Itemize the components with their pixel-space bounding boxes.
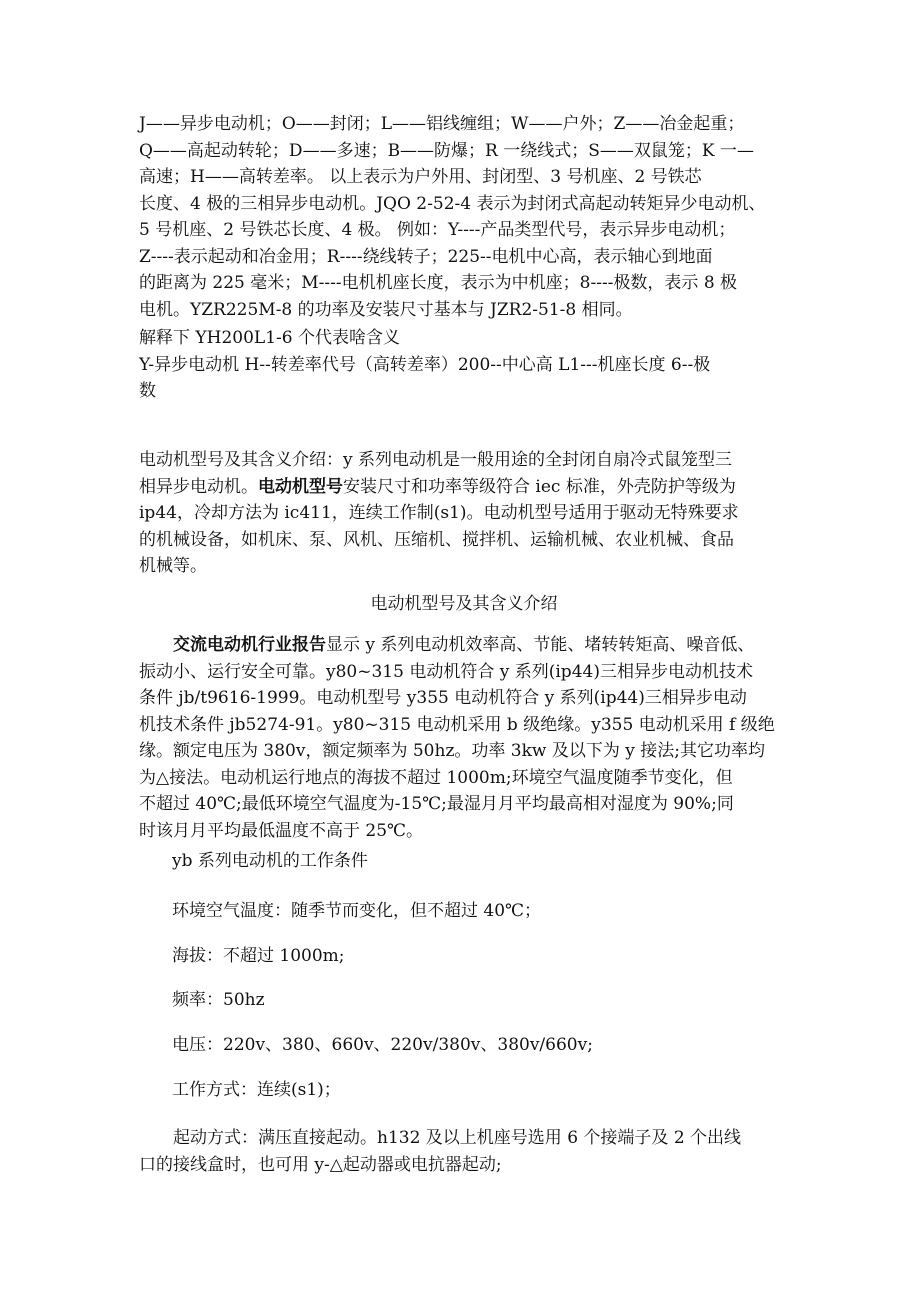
text-line — [139, 632, 789, 659]
text-line: ip44，冷却方法为 ic411，连续工作制(s1)。电动机型号适用于驱动无特殊要求 — [139, 503, 739, 523]
text-line: 电机。YZR225M-8 的功率及安装尺寸基本与 JZR2-51-8 相同。 — [139, 299, 633, 320]
text-line — [139, 474, 789, 501]
text-line: 时该月月平均最低温度不高于 25℃。 — [139, 820, 424, 841]
text-line: 不超过 40℃;最低环境空气温度为-15℃;最湿月月平均最高相对湿度为 90%;同 — [139, 794, 734, 814]
condition-frequency: 频率：50hz — [172, 990, 265, 1010]
text-line: Y-异步电动机 H--转差率代号（高转差率）200--中心高 L1---机座长度 6--极 — [139, 354, 711, 375]
text-line: 的机械设备，如机床、泵、风机、压缩机、搅拌机、运输机械、农业机械、食品 — [139, 529, 734, 550]
explain-section — [139, 325, 789, 405]
text-line: Q——高起动转轮；D——多速；B——防爆；R 一绕线式；S——双鼠笼；K 一— — [139, 140, 755, 161]
text-line: 为△接法。电动机运行地点的海拔不超过 1000m;环境空气温度随季节变化，但 — [139, 767, 733, 788]
conditions-title: yb 系列电动机的工作条件 — [172, 851, 368, 871]
text-line: 振动小、运行安全可靠。y80~315 电动机符合 y 系列(ip44)三相异步电动机技术 — [139, 661, 753, 682]
condition-start-mode — [139, 1125, 789, 1178]
text-line: 缘。额定电压为 380v，额定频率为 50hz。功率 3kw 及以下为 y 接法;其它功率均 — [139, 741, 766, 761]
text-line: 的距离为 225 毫米；M----电机机座长度，表示为中机座；8----极数，表示 8 极 — [139, 273, 738, 293]
section-heading: 电动机型号及其含义介绍 — [370, 594, 558, 614]
text-line: 口的接线盒时，也可用 y-△起动器或电抗器起动; — [139, 1154, 502, 1175]
text-line: 条件 jb/t9616-1999。电动机型号 y355 电动机符合 y 系列(ip44)三相异步电动 — [139, 688, 747, 708]
bold-term: 电动机型号 — [258, 476, 343, 497]
text-line: 数 — [139, 381, 156, 401]
text-line: 机技术条件 jb5274-91。y80~315 电动机采用 b 级绝缘。y355 电动机采用 f 级绝 — [139, 714, 775, 735]
overview-paragraph — [139, 447, 789, 580]
condition-work-mode: 工作方式：连续(s1)； — [172, 1080, 341, 1100]
condition-altitude: 海拔：不超过 1000m; — [172, 946, 345, 966]
text-line: J——异步电动机；O——封闭；L——铝线缠组；W——户外；Z——冶金起重； — [139, 114, 745, 134]
text-run: 相异步电动机。 — [139, 476, 258, 497]
text-line: 起动方式：满压直接起动。h132 及以上机座号选用 6 个接端子及 2 个出线 — [173, 1128, 742, 1148]
text-line: 机械等。 — [139, 556, 207, 576]
intro-paragraph — [139, 111, 789, 323]
text-line: 电动机型号及其含义介绍：y 系列电动机是一般用途的全封闭自扇冷式鼠笼型三 — [139, 450, 733, 470]
text-run: 安装尺寸和功率等级符合 iec 标准，外壳防护等级为 — [343, 476, 736, 497]
condition-voltage: 电压：220v、380、660v、220v/380v、380v/660v; — [172, 1035, 593, 1055]
text-run: 显示 y 系列电动机效率高、节能、堵转转矩高、噪音低、 — [326, 635, 755, 655]
report-paragraph — [139, 632, 789, 844]
condition-temperature: 环境空气温度：随季节而变化，但不超过 40℃； — [172, 901, 542, 921]
text-line: 高速；H——高转差率。 以上表示为户外用、封闭型、3 号机座、2 号铁芯 — [139, 167, 702, 187]
text-line: 5 号机座、2 号铁芯长度、4 极。 例如：Y----产品类型代号，表示异步电动机； — [139, 220, 736, 240]
text-line: Z----表示起动和冶金用；R----绕线转子；225--电机中心高，表示轴心到地面 — [139, 246, 713, 267]
explain-title: 解释下 YH200L1-6 个代表啥含义 — [139, 328, 400, 348]
text-line: 长度、4 极的三相异步电动机。JQO 2-52-4 表示为封闭式高起动转矩异少电动机、 — [139, 193, 766, 214]
bold-term: 交流电动机行业报告 — [173, 635, 326, 655]
